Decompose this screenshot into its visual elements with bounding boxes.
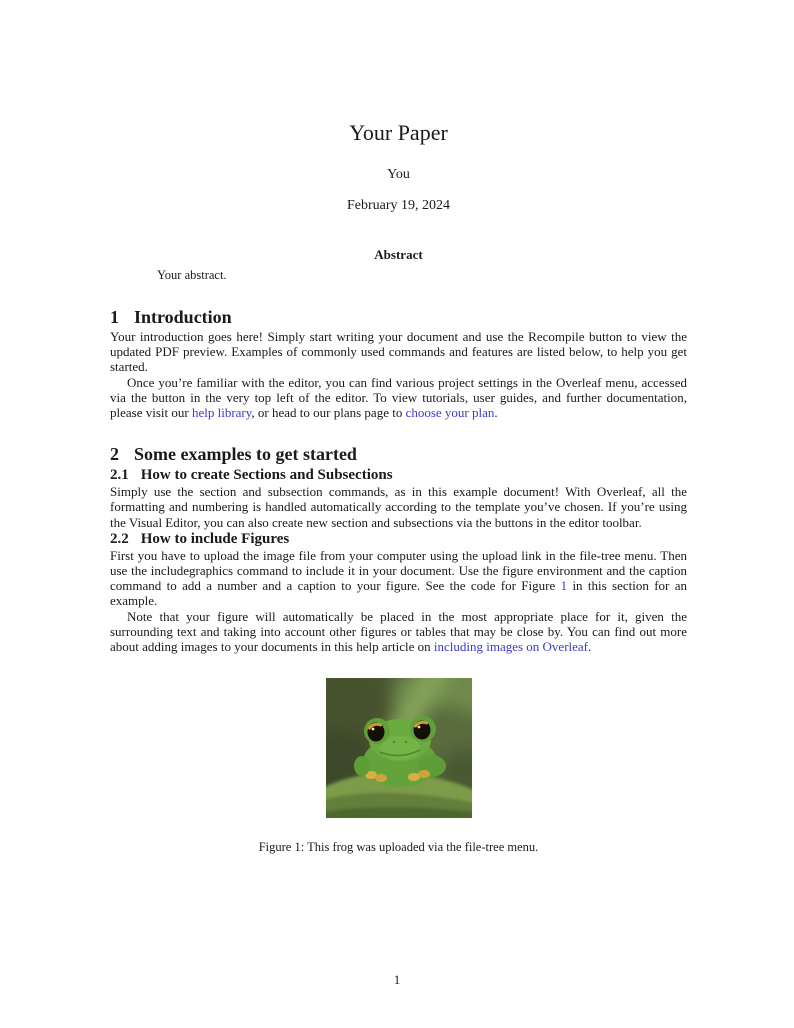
section-1-paragraph-2 <box>110 375 687 421</box>
subsection-title: How to include Figures <box>140 530 290 547</box>
abstract-heading: Abstract <box>374 247 423 262</box>
choose-your-plan-link[interactable]: choose your plan <box>405 405 495 421</box>
section-title: Introduction <box>134 307 232 327</box>
subsection-number: 2.2 <box>110 530 129 547</box>
help-library-link[interactable]: help library <box>191 405 252 421</box>
paper-title: Your Paper <box>349 120 448 145</box>
including-images-link[interactable]: including images on Overleaf <box>433 639 589 655</box>
paper-author: You <box>387 167 410 182</box>
paragraph-text: . <box>494 405 498 421</box>
figure-1-reference-link[interactable]: 1 <box>560 578 568 594</box>
section-1-heading <box>110 305 687 329</box>
subsection-2-2-paragraph-1 <box>110 548 687 609</box>
page-number: 1 <box>393 972 401 987</box>
subsection-number: 2.1 <box>110 467 129 484</box>
figure-1-caption: Figure 1: This frog was uploaded via the file-tree menu. <box>258 840 539 855</box>
paper-date: February 19, 2024 <box>346 198 451 213</box>
paragraph-text: in this section for an example. <box>110 578 687 609</box>
subsection-2-1-paragraph: Simply use the section and subsection commands, as in this example document! With Overleaf, all the formatting and numbering is handled automatically according to the template you’ve chosen. If you’re using the Visual Editor, you can also create new section and subsections via the buttons in the editor toolbar. <box>110 484 687 530</box>
subsection-2-1-heading <box>110 466 687 484</box>
section-title: Some examples to get started <box>134 444 357 465</box>
frog-photo <box>326 678 472 818</box>
section-number: 2 <box>110 444 119 465</box>
subsection-2-2-paragraph-2 <box>110 609 687 655</box>
abstract-text: Your abstract. <box>157 268 227 282</box>
document-content <box>110 0 687 855</box>
section-number: 1 <box>110 307 119 327</box>
paragraph-text: Note that your figure will automatically be placed in the most appropriate place for it, given the surrounding text and taking into account other figures or tables that may be close by. You can find out more about adding images to your documents in this help article on <box>110 608 687 655</box>
section-1-paragraph-1: Your introduction goes here! Simply start writing your document and use the Recompile button to view the updated PDF preview. Examples of commonly used commands and features are listed below, to help you get started. <box>110 329 687 375</box>
paragraph-text: First you have to upload the image file from your computer using the upload link in the file-tree menu. Then use the includegraphics command to include it in your document. Use the figure environment and the caption command to add a number and a caption to your figure. See the code for Figure <box>110 547 687 594</box>
section-2-heading <box>110 442 687 466</box>
paragraph-text: . <box>588 639 592 655</box>
paragraph-text: Once you’re familiar with the editor, you can find various project settings in the Overleaf menu, accessed via the button in the very top left of the editor. To view tutorials, user guides, and further documentation, please visit our <box>110 374 687 421</box>
subsection-2-2-heading <box>110 530 687 548</box>
paragraph-text: , or head to our plans page to <box>251 405 406 421</box>
figure-1 <box>110 678 687 823</box>
subsection-title: How to create Sections and Subsections <box>140 467 393 484</box>
